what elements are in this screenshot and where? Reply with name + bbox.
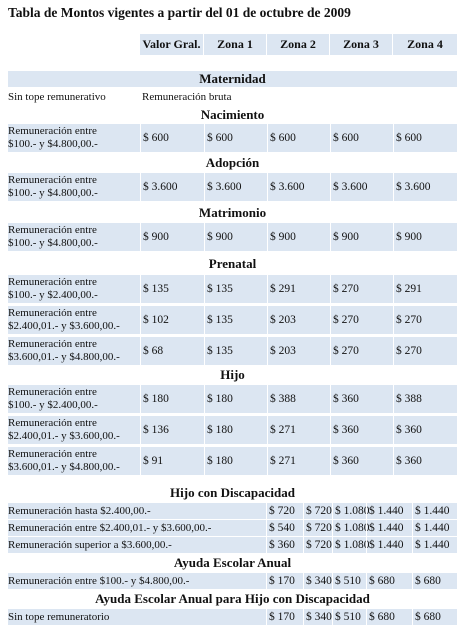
cell-adopcion-zona-2: $ 3.600 bbox=[267, 173, 330, 201]
cell-ayuda-disc-zona-4: $ 680 bbox=[412, 609, 457, 625]
cell-disc-2-zona-1: $ 720 bbox=[303, 537, 332, 553]
cell-hijo-2-zona-3: $ 360 bbox=[330, 447, 393, 475]
cell-hijo-2-valor-gral: $ 91 bbox=[140, 447, 204, 475]
row-label-line1: Remuneración entre bbox=[8, 417, 97, 429]
cell-matrimonio-valor-gral: $ 900 bbox=[140, 223, 204, 251]
cell-ayuda-disc-valor-gral: $ 170 bbox=[266, 609, 303, 625]
cell-nacimiento-zona-3: $ 600 bbox=[330, 124, 393, 152]
header-zona-3: Zona 3 bbox=[330, 34, 392, 55]
row-label-line2: $2.400,01.- y $3.600,00.- bbox=[8, 320, 120, 332]
cell-nacimiento-zona-4: $ 600 bbox=[393, 124, 457, 152]
cell-hijo-0-zona-3: $ 360 bbox=[330, 385, 393, 413]
section-ayuda-escolar: Ayuda Escolar Anual bbox=[173, 555, 292, 570]
section-maternidad: Maternidad bbox=[199, 71, 266, 86]
cell-ayuda-disc-zona-3: $ 680 bbox=[366, 609, 412, 625]
cell-adopcion-zona-4: $ 3.600 bbox=[393, 173, 457, 201]
row-label-line2: $3.600,01.- y $4.800,00.- bbox=[8, 461, 120, 473]
cell-prenatal-2-zona-2: $ 203 bbox=[267, 337, 330, 365]
cell-matrimonio-zona-3: $ 900 bbox=[330, 223, 393, 251]
cell-adopcion-valor-gral: $ 3.600 bbox=[140, 173, 204, 201]
row-label-line1: Remuneración entre bbox=[8, 338, 97, 350]
cell-prenatal-2-zona-1: $ 135 bbox=[204, 337, 267, 365]
cell-disc-1-zona-3: $ 1.440 bbox=[366, 520, 412, 536]
cell-hijo-0-zona-1: $ 180 bbox=[204, 385, 267, 413]
cell-hijo-1-zona-3: $ 360 bbox=[330, 416, 393, 444]
cell-prenatal-1-zona-3: $ 270 bbox=[330, 306, 393, 334]
cell-disc-1-valor-gral: $ 540 bbox=[266, 520, 303, 536]
cell-ayuda-disc-zona-2: $ 510 bbox=[332, 609, 366, 625]
cell-ayuda-zona-4: $ 680 bbox=[412, 573, 457, 589]
cell-ayuda-zona-1: $ 340 bbox=[303, 573, 332, 589]
row-label: Remuneración hasta $2.400,00.- bbox=[8, 505, 151, 517]
cell-disc-2-valor-gral: $ 360 bbox=[266, 537, 303, 553]
cell-hijo-1-zona-1: $ 180 bbox=[204, 416, 267, 444]
cell-prenatal-0-zona-3: $ 270 bbox=[330, 275, 393, 303]
cell-nacimiento-zona-1: $ 600 bbox=[204, 124, 267, 152]
cell-prenatal-1-zona-1: $ 135 bbox=[204, 306, 267, 334]
section-adopcion: Adopción bbox=[205, 155, 260, 170]
row-label-line1: Remuneración entre bbox=[8, 174, 97, 186]
cell-prenatal-0-valor-gral: $ 135 bbox=[140, 275, 204, 303]
row-label-line2: $100.- y $4.800,00.- bbox=[8, 138, 98, 150]
cell-prenatal-1-zona-2: $ 203 bbox=[267, 306, 330, 334]
row-label-line2: $100.- y $2.400,00.- bbox=[8, 289, 98, 301]
cell-hijo-0-zona-2: $ 388 bbox=[267, 385, 330, 413]
cell-prenatal-2-zona-3: $ 270 bbox=[330, 337, 393, 365]
cell-prenatal-0-zona-4: $ 291 bbox=[393, 275, 457, 303]
cell-prenatal-2-valor-gral: $ 68 bbox=[140, 337, 204, 365]
cell-nacimiento-zona-2: $ 600 bbox=[267, 124, 330, 152]
cell-disc-0-zona-2: $ 1.080 bbox=[332, 503, 366, 519]
cell-adopcion-zona-1: $ 3.600 bbox=[204, 173, 267, 201]
cell-hijo-0-valor-gral: $ 180 bbox=[140, 385, 204, 413]
cell-nacimiento-valor-gral: $ 600 bbox=[140, 124, 204, 152]
row-label: Sin tope remuneratorio bbox=[8, 611, 110, 623]
cell-adopcion-zona-3: $ 3.600 bbox=[330, 173, 393, 201]
row-label-line1: Remuneración entre bbox=[8, 125, 97, 137]
cell-hijo-2-zona-2: $ 271 bbox=[267, 447, 330, 475]
section-nacimiento: Nacimiento bbox=[200, 107, 265, 122]
cell-disc-2-zona-4: $ 1.440 bbox=[412, 537, 457, 553]
cell-prenatal-0-zona-2: $ 291 bbox=[267, 275, 330, 303]
row-label-line2: $100.- y $4.800,00.- bbox=[8, 237, 98, 249]
maternidad-right: Remuneración bruta bbox=[142, 91, 232, 103]
row-label: Remuneración entre $100.- y $4.800,00.- bbox=[8, 575, 190, 587]
row-label-line1: Remuneración entre bbox=[8, 307, 97, 319]
cell-disc-1-zona-2: $ 1.080 bbox=[332, 520, 366, 536]
cell-hijo-1-zona-4: $ 360 bbox=[393, 416, 457, 444]
row-label-line1: Remuneración entre bbox=[8, 276, 97, 288]
row-label-line2: $2.400,01.- y $3.600,00.- bbox=[8, 430, 120, 442]
cell-ayuda-zona-2: $ 510 bbox=[332, 573, 366, 589]
row-label-line1: Remuneración entre bbox=[8, 386, 97, 398]
cell-prenatal-0-zona-1: $ 135 bbox=[204, 275, 267, 303]
cell-matrimonio-zona-2: $ 900 bbox=[267, 223, 330, 251]
cell-matrimonio-zona-4: $ 900 bbox=[393, 223, 457, 251]
cell-hijo-2-zona-1: $ 180 bbox=[204, 447, 267, 475]
cell-ayuda-valor-gral: $ 170 bbox=[266, 573, 303, 589]
header-valor-gral: Valor Gral. bbox=[140, 34, 203, 55]
cell-hijo-1-zona-2: $ 271 bbox=[267, 416, 330, 444]
row-label-line2: $3.600,01.- y $4.800,00.- bbox=[8, 351, 120, 363]
cell-ayuda-zona-3: $ 680 bbox=[366, 573, 412, 589]
section-hijo: Hijo bbox=[220, 367, 245, 382]
cell-hijo-1-valor-gral: $ 136 bbox=[140, 416, 204, 444]
cell-disc-0-valor-gral: $ 720 bbox=[266, 503, 303, 519]
header-zona-2: Zona 2 bbox=[267, 34, 329, 55]
row-label-line1: Remuneración entre bbox=[8, 224, 97, 236]
row-label-line2: $100.- y $2.400,00.- bbox=[8, 399, 98, 411]
cell-ayuda-disc-zona-1: $ 340 bbox=[303, 609, 332, 625]
cell-disc-0-zona-4: $ 1.440 bbox=[412, 503, 457, 519]
cell-disc-2-zona-3: $ 1.440 bbox=[366, 537, 412, 553]
cell-disc-1-zona-1: $ 720 bbox=[303, 520, 332, 536]
cell-disc-0-zona-1: $ 720 bbox=[303, 503, 332, 519]
cell-matrimonio-zona-1: $ 900 bbox=[204, 223, 267, 251]
cell-disc-2-zona-2: $ 1.080 bbox=[332, 537, 366, 553]
cell-hijo-2-zona-4: $ 360 bbox=[393, 447, 457, 475]
row-label: Remuneración superior a $3.600,00.- bbox=[8, 539, 172, 551]
maternidad-left: Sin tope remunerativo bbox=[8, 91, 106, 103]
cell-disc-1-zona-4: $ 1.440 bbox=[412, 520, 457, 536]
cell-prenatal-2-zona-4: $ 270 bbox=[393, 337, 457, 365]
row-label-line1: Remuneración entre bbox=[8, 448, 97, 460]
header-zona-1: Zona 1 bbox=[204, 34, 266, 55]
section-ayuda-escolar-discapacidad: Ayuda Escolar Anual para Hijo con Discapacidad bbox=[95, 591, 370, 606]
cell-disc-0-zona-3: $ 1.440 bbox=[366, 503, 412, 519]
cell-prenatal-1-zona-4: $ 270 bbox=[393, 306, 457, 334]
section-prenatal: Prenatal bbox=[208, 256, 257, 271]
section-hijo-discapacidad: Hijo con Discapacidad bbox=[170, 485, 295, 500]
row-label-line2: $100.- y $4.800,00.- bbox=[8, 187, 98, 199]
cell-prenatal-1-valor-gral: $ 102 bbox=[140, 306, 204, 334]
header-zona-4: Zona 4 bbox=[393, 34, 457, 55]
section-matrimonio: Matrimonio bbox=[198, 205, 267, 220]
row-label: Remuneración entre $2.400,01.- y $3.600,00.- bbox=[8, 522, 212, 534]
page-title: Tabla de Montos vigentes a partir del 01 de octubre de 2009 bbox=[8, 5, 351, 20]
cell-hijo-0-zona-4: $ 388 bbox=[393, 385, 457, 413]
